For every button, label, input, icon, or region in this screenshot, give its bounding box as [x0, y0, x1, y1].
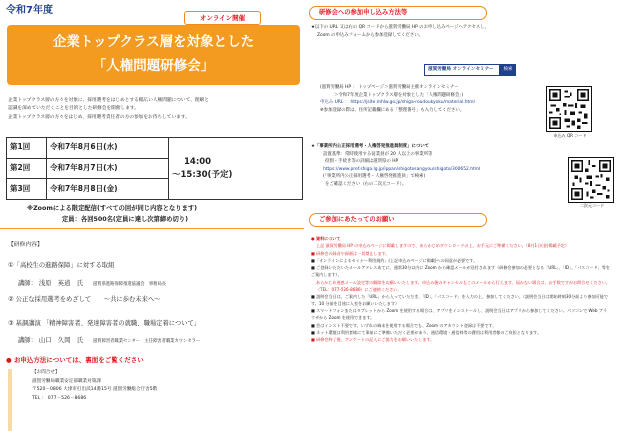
capacity-note: 定員：各回500名(定員に達し次第締め切り) — [62, 216, 188, 223]
title-banner — [7, 25, 300, 85]
intro-line-3: 企業トップクラス層の方々をはじめ、採用選考責任者の方の参加をお待ちしています。 — [8, 114, 190, 120]
program-item-3: ③ 基調講演 「精神障害者、発達障害者の就職、職場定着について」 — [8, 320, 201, 327]
search-button[interactable]: 検索 — [500, 64, 516, 76]
lecturer-3 — [18, 336, 200, 345]
system-url[interactable]: https://www.pref.shiga.lg.jp/ippan/shigotosangyou/shigoto/300652.html — [323, 166, 481, 172]
lecturer-org: 滋賀県進路保障推進協議会 事務局長 — [93, 282, 167, 287]
apply-instructions — [311, 24, 546, 39]
notes-item: あらかじめ迷惑メール設定等の解除をお願いいたします。申込み後のキャンセルもこのメールから行えます。届かない場合は、お手数ですがお問合せください。（TEL：077-526-8686）にご連絡ください。 — [316, 279, 610, 292]
notes-heading: ご参加にあたってのお願い — [309, 213, 487, 227]
zoom-note: ※Zoomによる限定配信(すべての回が同じ内容となります) — [27, 205, 198, 212]
notes-item: ● 資料について — [311, 236, 341, 241]
notes-item: ■ 研修会の録音や録画は一切禁止します。 — [311, 250, 390, 256]
inquiry-heading: 【お問合せ】 — [32, 370, 60, 375]
qr-caption-system: 二次元コード — [579, 203, 605, 208]
schedule-table — [6, 137, 303, 200]
schedule-row — [7, 138, 303, 159]
program-item-1: ①「高校生の進路保障」に対する取組 — [8, 262, 115, 269]
lecturer-name: 浅原 英道 氏 — [38, 280, 83, 287]
title-line-2: 「人権問題研修会」 — [92, 58, 215, 74]
system-line-1: 設置基準：常時使用する従業員が 20 人以上の事業所等 — [323, 151, 433, 157]
lecturer-label: 講師： — [18, 337, 37, 344]
notes-item: ■ ネット環境は利用者様にて事前にご準備いただく必要があり、通信環境・通信料等の費用は利用者様のご負担となります。 — [311, 329, 541, 335]
session-number: 第1回 — [7, 138, 47, 159]
session-number: 第2回 — [7, 158, 47, 179]
apply-line-2: Zoom の申込みフォームから参加登録してください。 — [317, 32, 424, 38]
time-start: 14:00 — [184, 156, 212, 167]
notes-item: ■ ご登録いただいたメールアドレスあてに、通常30分以内に Zoom から確認メールが送付されます（研修会参加の必要となる「URL」、「ID」、「パスコード」等をご案内します）。 — [311, 265, 610, 278]
fiscal-year-label: 令和7年度 — [6, 5, 53, 16]
session-date: 令和7年8月8日(金) — [47, 179, 169, 200]
qr-code-system[interactable] — [568, 157, 614, 203]
inquiry-tel: TEL ： 077－526－8686 — [32, 395, 87, 401]
section-divider — [0, 228, 304, 229]
intro-line-2: 認識を深めていただくことを目的とした研修会を開催します。 — [8, 106, 139, 112]
notes-list — [311, 235, 611, 343]
apply-url[interactable]: 申込み URL ： https://jsite.mhlw.go.jp/shiga-roudoukyoku/material.html — [320, 100, 475, 106]
lecturer-1 — [18, 279, 166, 288]
apply-heading: 研修会への参加申し込み方法等 — [309, 6, 487, 20]
search-box[interactable]: 滋賀労働局 オンラインセミナー — [424, 64, 500, 76]
notes-item: ■ 説明会当日は、ご案内した「URL」から入っていただき、「ID」、「パスコード」を入力の上、参加してください。（説明会当日は開始時刻30分前より参加可能です。10 分前を目途に入室をお願いいたします） — [311, 293, 608, 306]
reference-note: ※参加登録の際は、住所記載欄にある「整理番号」も入力してください。 — [320, 107, 465, 113]
qr-caption-apply: 申込み QR コード — [553, 133, 587, 138]
system-line-2: 役割・手続き等の詳細は滋賀県の HP — [325, 159, 399, 165]
system-info — [311, 143, 541, 189]
intro-text — [8, 97, 303, 122]
inquiry-box — [8, 369, 298, 431]
back-page-note: ● お申込方法については、裏面をご覧ください — [6, 356, 144, 364]
hp-path-line-2: ＞令和7年度企業トップクラス層を対象とした「人権問題研修会」) — [334, 92, 464, 98]
session-date: 令和7年8月7日(木) — [47, 158, 169, 179]
apply-details — [320, 84, 545, 114]
notes-item: ■ スマートフォンまたはタブレットから Zoom を使用する場合は、アプリをインストールし、説明会当日はアプリから参加してください。パソコンで Web ブラウザから Zoom を使用できます。 — [311, 308, 607, 321]
system-line-4: (「事業所内公正採用選考・人権啓発推進員」で検索) — [323, 174, 426, 180]
hp-path-line-1: (滋賀労働局 HP ： トップページ＞滋賀労働局主催オンラインセミナー — [320, 85, 459, 90]
program-heading: 【研修内容】 — [8, 242, 43, 248]
apply-line-1: ★以下の URL 又は右の QR コードから滋賀労働局 HP のお申し込みページへアクセスし、 — [311, 25, 489, 30]
lecturer-name: 山口 久岡 氏 — [38, 337, 83, 344]
inquiry-org: 滋賀労働局職業安定部職業対策課 — [32, 378, 101, 384]
inquiry-address: 〒520－0806 大津市打出浜14番15号 滋賀労働総合庁舎5階 — [32, 387, 158, 392]
program-item-2: ② 公正な採用選考をめざして ～共に歩む未来へ～ — [8, 296, 161, 303]
notes-item: ■ 研修会終了後、アンケートの記入にご協力をお願いいたします。 — [311, 337, 435, 343]
session-date: 令和7年8月6日(水) — [47, 138, 169, 159]
system-line-5: をご確認ください（右の二次元コード）。 — [325, 181, 407, 187]
title-line-1: 企業トップクラス層を対象とした — [52, 34, 255, 50]
lecturer-label: 講師： — [18, 280, 37, 287]
online-badge: オンライン開催 — [184, 11, 261, 25]
session-number: 第3回 — [7, 179, 47, 200]
time-end: ～15:30(予定) — [172, 169, 233, 180]
intro-line-1: 企業トップクラス層の方々を対象に、採用選考をはじめとする幅広い人権問題について、理解と — [8, 98, 209, 103]
lecturer-org: 滋賀障害者職業センター 主任障害者職業カウンセラー — [93, 339, 201, 344]
notes-item: ■「オンラインによるセミナー利用規約」(上記申込みページに掲載)への同意が必要です。 — [311, 257, 478, 263]
qr-code-apply[interactable] — [546, 86, 592, 132]
notes-item: 上記 滋賀労働局 HP の申込みページに掲載しますので、あらかじめダウンロードの上、お手元にご準備ください。（8月1日(金)掲載予定） — [316, 243, 569, 249]
session-time — [169, 138, 303, 200]
system-heading: ★「事業所内公正採用選考・人権啓発推進員制度」について — [311, 144, 430, 149]
notes-item: ■ 会はインスト不要です。いずれの端末を使用する場合でも、Zoom のアカウント登録は不要です。 — [311, 322, 497, 328]
